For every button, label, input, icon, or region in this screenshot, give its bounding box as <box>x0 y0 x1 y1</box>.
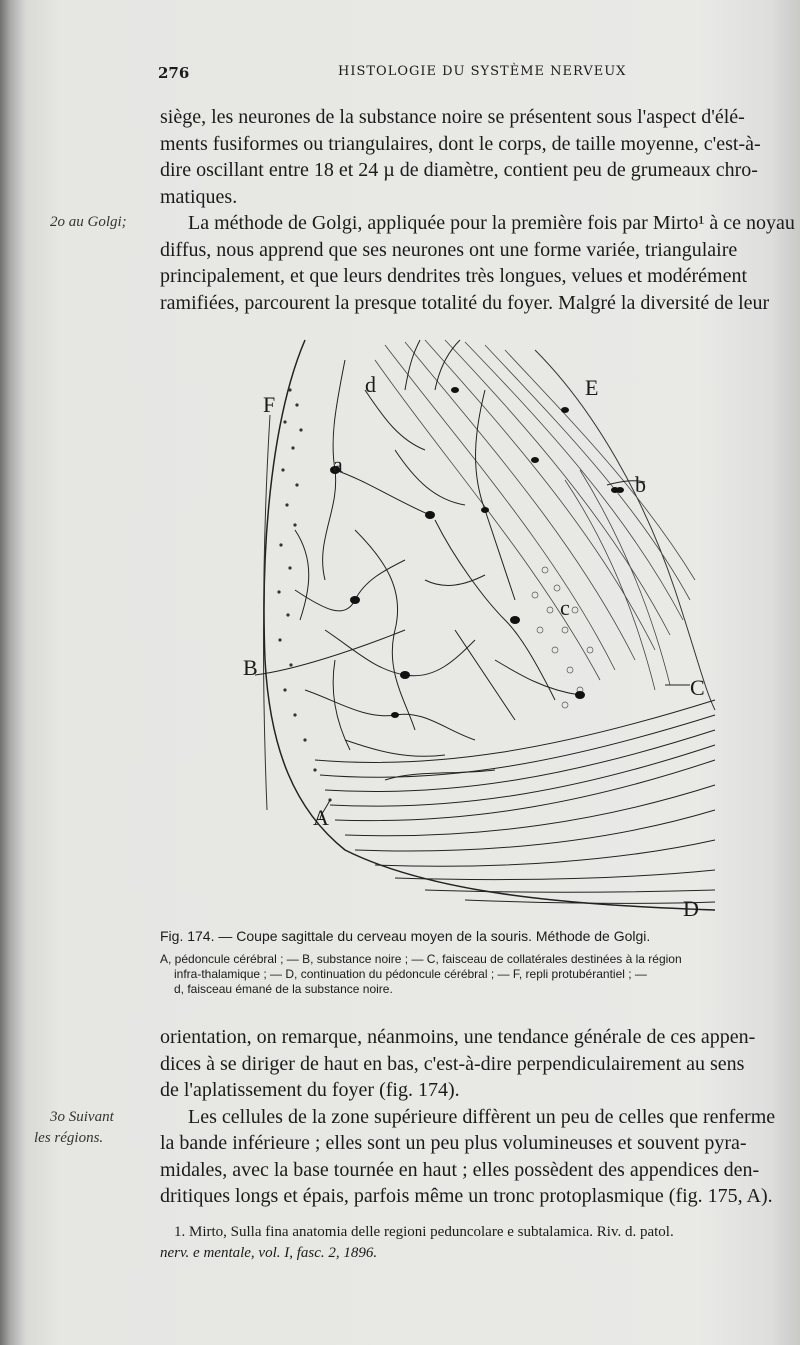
margin-note-golgi: 2o au Golgi; <box>50 214 127 230</box>
figure-label-B: B <box>243 655 258 680</box>
running-title: HISTOLOGIE DU SYSTÈME NERVEUX <box>338 64 627 79</box>
paragraph-bottom <box>160 1024 800 1210</box>
margin-note-regions-1: 3o Suivant <box>50 1109 114 1125</box>
text-line: La méthode de Golgi, appliquée pour la première fois par Mirto¹ à ce noyau <box>188 212 795 234</box>
footnote-line: nerv. e mentale, vol. I, fasc. 2, 1896. <box>160 1245 378 1261</box>
text-line: siège, les neurones de la substance noire se présentent sous l'aspect d'élé- <box>160 106 745 128</box>
text-line: diffus, nous apprend que ses neurones ont une forme variée, triangulaire <box>160 238 738 261</box>
paragraph-top <box>160 104 800 316</box>
caption-line: d, faisceau émané de la substance noire. <box>174 982 393 996</box>
figure-label-c: c <box>560 595 570 620</box>
footnote-line: 1. Mirto, Sulla fina anatomia delle regioni peduncolare e subtalamica. Riv. d. patol. <box>174 1224 674 1240</box>
text-line: la bande inférieure ; elles sont un peu plus volumineuses et souvent pyra- <box>160 1132 747 1154</box>
figure-caption-title: Fig. 174. — Coupe sagittale du cerveau moyen de la souris. Méthode de Golgi. <box>160 928 651 944</box>
text-line: de l'aplatissement du foyer (fig. 174). <box>160 1079 460 1101</box>
text-line: ramifiées, parcourent la presque totalité du foyer. Malgré la diversité de leur <box>160 291 770 314</box>
page-number: 276 <box>158 64 190 82</box>
figure-label-E: E <box>585 375 599 400</box>
text-line: matiques. <box>160 185 238 208</box>
text-line: Les cellules de la zone supérieure diffèrent un peu de celles que renferme <box>188 1105 776 1128</box>
figure-label-F: F <box>263 392 276 417</box>
figure-label-D: D <box>683 896 699 920</box>
margin-note-regions-2: les régions. <box>34 1130 104 1146</box>
footnote <box>160 1222 800 1264</box>
text-line: principalement, et que leurs dendrites très longues, velues et modérément <box>160 265 748 287</box>
text-line: midales, avec la base tournée en haut ; elles possèdent des appendices den- <box>160 1158 760 1181</box>
text-line: dire oscillant entre 18 et 24 µ de diamètre, contient peu de grumeaux chro- <box>160 159 758 181</box>
figure-174-illustration <box>235 330 735 920</box>
figure-label-d: d <box>365 372 376 397</box>
figure-label-C: C <box>690 675 705 700</box>
text-line: ments fusiformes ou triangulaires, dont le corps, de taille moyenne, c'est-à- <box>160 132 761 155</box>
text-line: dritiques longs et épais, parfois même un tronc protoplasmique (fig. 175, A). <box>160 1185 773 1207</box>
caption-line: A, pédoncule cérébral ; — B, substance noire ; — C, faisceau de collatérales destinées à la région <box>160 952 682 966</box>
figure-caption-legend <box>160 952 800 997</box>
figure-label-b: b <box>635 472 646 497</box>
figure-label-a: a <box>333 452 343 477</box>
text-line: dices à se diriger de haut en bas, c'est-à-dire perpendiculairement au sens <box>160 1052 745 1075</box>
caption-line: infra-thalamique ; — D, continuation du pédoncule cérébral ; — F, repli protubérantiel ; — <box>174 967 647 981</box>
figure-label-A: A <box>313 805 329 830</box>
text-line: orientation, on remarque, néanmoins, une tendance générale de ces appen- <box>160 1026 756 1048</box>
